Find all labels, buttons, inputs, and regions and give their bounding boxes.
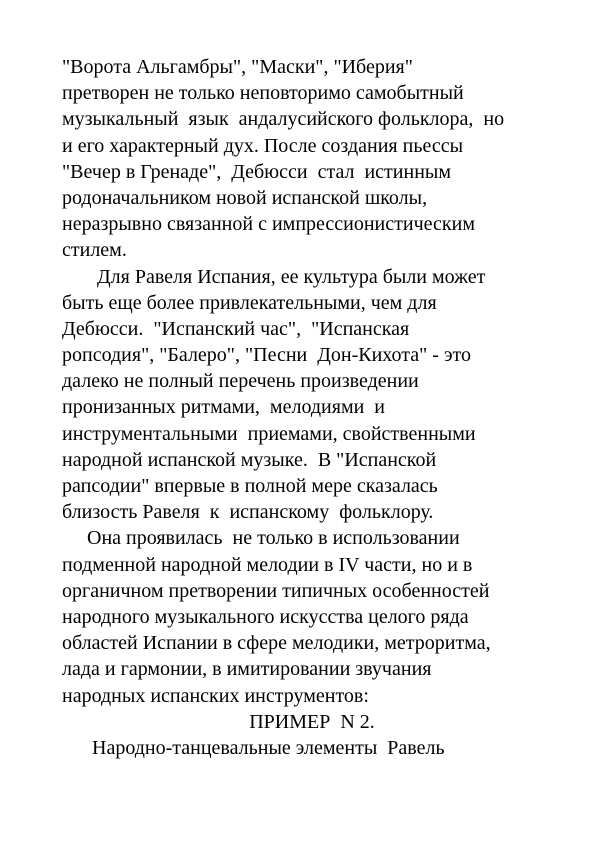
text-line: народных испанских инструментов: xyxy=(62,684,369,707)
text-line: ропсодия", "Балеро", "Песни Дон-Кихота" - это xyxy=(62,344,472,367)
text-line: областей Испании в сфере мелодики, метроритма, xyxy=(62,632,491,655)
text-line: Для Равеля Испания, ее культура были может xyxy=(62,265,486,288)
document-body xyxy=(62,54,562,761)
text-line: народной испанской музыке. В "Испанской xyxy=(62,448,437,471)
text-line: "Ворота Альгамбры", "Маски", "Иберия" xyxy=(62,56,413,78)
text-line: Дебюсси. "Испанский час", "Испанская xyxy=(62,317,410,340)
text-line: "Вечер в Гренаде", Дебюсси стал истинным xyxy=(62,160,451,183)
text-line: Она проявилась не только в использовании xyxy=(62,527,460,550)
text-line: неразрывно связанной с импрессионистическим xyxy=(62,213,475,236)
text-line: и его характерный дух. После создания пьессы xyxy=(62,134,464,157)
text-line: органичном претворении типичных особенностей xyxy=(62,579,490,602)
text-line: народного музыкального искусства целого ряда xyxy=(62,605,469,628)
text-line: близость Равеля к испанскому фольклору. xyxy=(62,501,434,524)
text-line: подменной народной мелодии в IV части, но и в xyxy=(62,553,473,576)
text-line: претворен не только неповторимо самобытный xyxy=(62,82,464,105)
text-line: рапсодии" впервые в полной мере сказалась xyxy=(62,475,438,497)
text-line: инструментальными приемами, свойственными xyxy=(62,422,476,445)
text-line: стилем. xyxy=(62,239,127,262)
text-line: пронизанных ритмами, мелодиями и xyxy=(62,396,386,419)
text-line: родоначальником новой испанской школы, xyxy=(62,186,428,209)
text-line: лада и гармонии, в имитировании звучания xyxy=(62,658,432,681)
text-line: далеко не полный перечень произведении xyxy=(62,370,419,393)
example-heading: ПРИМЕР N 2. xyxy=(249,710,375,733)
text-line: музыкальный язык андалусийского фольклора, но xyxy=(62,108,505,131)
text-line: быть еще более привлекательными, чем для xyxy=(62,291,437,314)
text-line: Народно-танцевальные элементы Равель xyxy=(62,736,445,759)
